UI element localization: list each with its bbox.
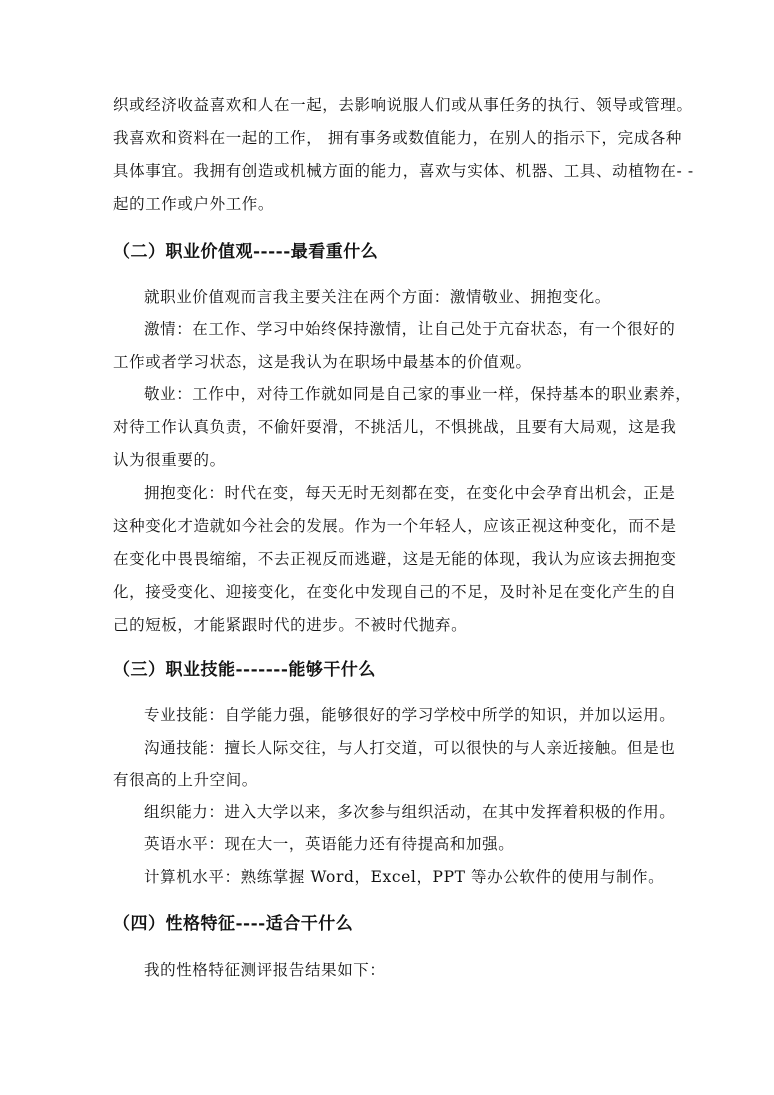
paragraph-line: 起的工作或户外工作。	[113, 195, 275, 213]
paragraph-line: 在变化中畏畏缩缩，不去正视反而逃避，这是无能的体现，我认为应该去拥抱变	[113, 550, 677, 568]
paragraph-line: 计算机水平：熟练掌握 Word，Excel，PPT 等办公软件的使用与制作。	[144, 868, 665, 886]
paragraph-line: 工作或者学习状态，这是我认为在职场中最基本的价值观。	[113, 353, 532, 371]
paragraph-line: 就职业价值观而言我主要关注在两个方面：激情敬业、拥抱变化。	[144, 288, 611, 306]
paragraph-line: 己的短板，才能紧跟时代的进步。不被时代抛弃。	[113, 616, 468, 634]
paragraph-line: 我的性格特征测评报告结果如下：	[144, 961, 386, 979]
paragraph-line: 拥抱变化：时代在变，每天无时无刻都在变，在变化中会孕育出机会，正是	[144, 484, 676, 502]
paragraph-line: 专业技能：自学能力强，能够很好的学习学校中所学的知识，并加以运用。	[144, 706, 676, 724]
paragraph-line: 对待工作认真负责，不偷奸耍滑，不挑活儿，不惧挑战，且要有大局观，这是我	[113, 418, 677, 436]
paragraph-line: 英语水平：现在大一，英语能力还有待提高和加强。	[144, 835, 515, 853]
section-heading-values: （二）职业价值观-----最看重什么	[113, 242, 379, 262]
paragraph-line: 具体事宜。我拥有创造或机械方面的能力，喜欢与实体、机器、工具、动植物在- -	[113, 162, 694, 180]
paragraph-line: 组织能力：进入大学以来，多次参与组织活动，在其中发挥着积极的作用。	[144, 803, 676, 821]
paragraph-line: 有很高的上升空间。	[113, 771, 258, 789]
paragraph-line: 这种变化才造就如今社会的发展。作为一个年轻人，应该正视这种变化，而不是	[113, 517, 677, 535]
section-heading-skills: （三）职业技能-------能够干什么	[113, 660, 376, 680]
section-heading-personality: （四）性格特征----适合干什么	[113, 914, 354, 934]
paragraph-line: 织或经济收益喜欢和人在一起，去影响说服人们或从事任务的执行、领导或管理。	[113, 96, 693, 114]
paragraph-line: 敬业：工作中，对待工作就如同是自己家的事业一样，保持基本的职业素养，	[144, 385, 692, 403]
paragraph-line: 激情：在工作、学习中始终保持激情，让自己处于亢奋状态，有一个很好的	[144, 320, 676, 338]
paragraph-line: 认为很重要的。	[113, 451, 226, 469]
paragraph-line: 沟通技能：擅长人际交往，与人打交道，可以很快的与人亲近接触。但是也	[144, 739, 676, 757]
paragraph-line: 我喜欢和资料在一起的工作， 拥有事务或数值能力，在别人的指示下，完成各种	[113, 129, 683, 147]
paragraph-line: 化，接受变化、迎接变化，在变化中发现自己的不足，及时补足在变化产生的自	[113, 583, 677, 601]
